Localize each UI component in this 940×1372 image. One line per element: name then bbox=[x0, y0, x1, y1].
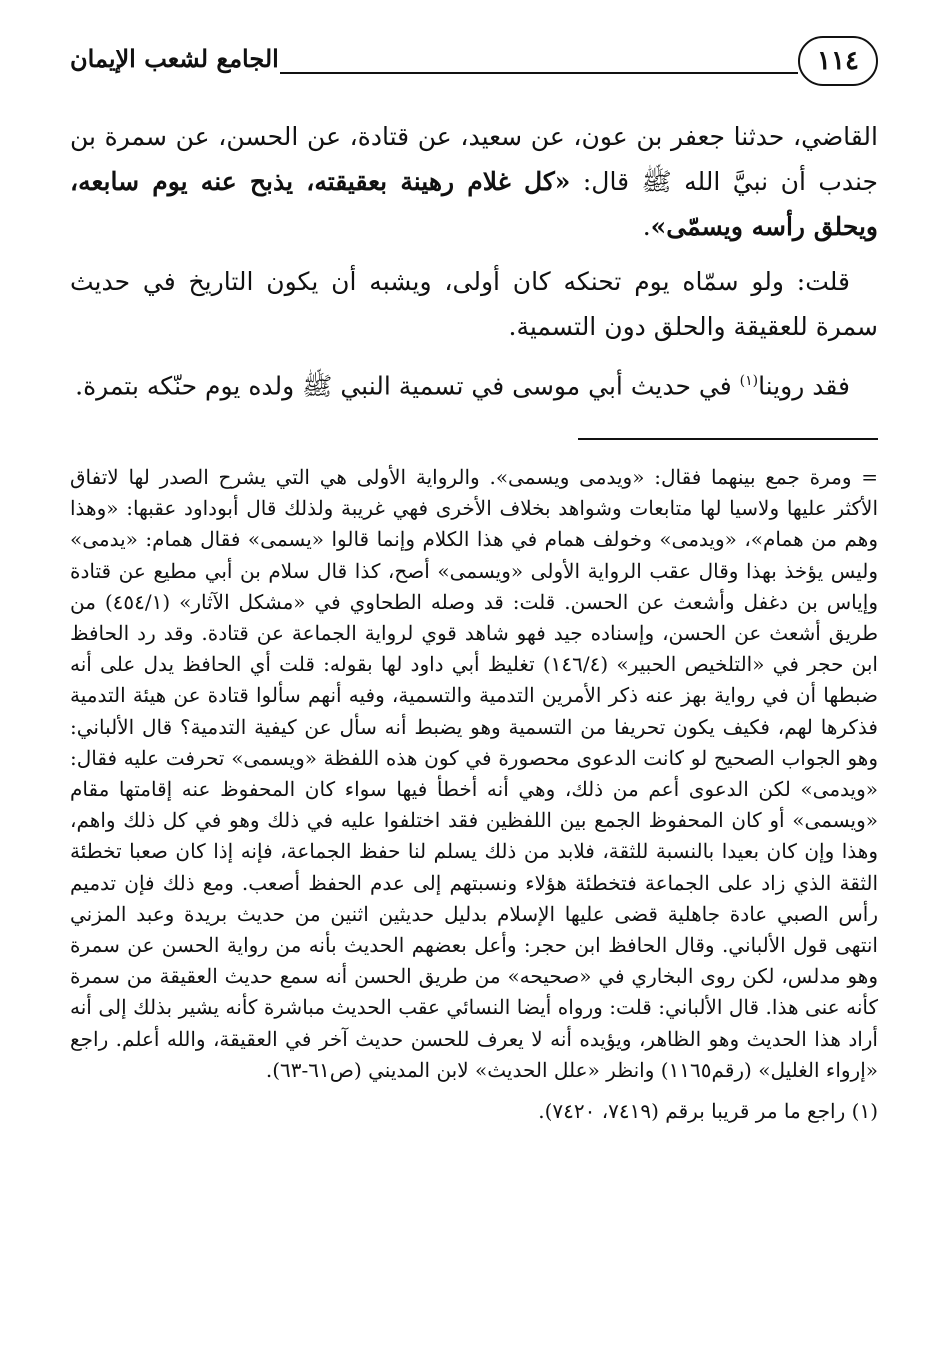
footnote-ref-1[interactable]: (١) bbox=[739, 373, 759, 389]
hadith-quote: «كل غلام رهينة بعقيقته، يذبح عنه يوم سابعه، ويحلق رأسه ويسمّى» bbox=[70, 167, 878, 241]
book-page bbox=[70, 24, 878, 1354]
paragraph-1-text: القاضي، حدثنا جعفر بن عون، عن سعيد، عن قتادة، عن الحسن، عن سمرة بن جندب أن نبيَّ الله ﷺ قال: bbox=[70, 122, 878, 196]
main-text bbox=[70, 114, 878, 418]
paragraph-3-text-a: فقد روينا bbox=[758, 371, 850, 401]
footnote-continued: = ومرة جمع بينهما فقال: «ويدمى ويسمى». والرواية الأولى هي التي يشرح الصدر لها لاتفاق الأكثر عليها ولاسيا لها متابعات وشواهد بخلاف الأخرى فهي غريبة ولذلك قال أبوداود عقبها: «وهذا وهم من همام»، «ويدمى» وخولف همام في هذا الكلام وإنما قالوا «يسمى» فقال همام: «يدمى» وليس يؤخذ بهذا وقال عقب الرواية الأولى «ويسمى» أصح، كذا قال سلام بن أبي مطيع عن قتادة وإياس بن دغفل وأشعث عن الحسن. قلت: قد وصله الطحاوي في «مشكل الآثار» (٤٥٤/١) من طريق أشعث عن الحسن، وإسناده جيد فهو شاهد قوي لرواية الجماعة عن قتادة. وقد رد الحافظ ابن حجر في «التلخيص الحبير» (١٤٦/٤) تغليظ أبي داود لها بقوله: قلت أي الحافظ يدل على أنه ضبطها أن في رواية بهز عنه ذكر الأمرين التدمية والتسمية، وفيه أنهم سألوا قتادة عن هيئة التدمية فذكرها لهم، فكيف يكون تحريفا من التسمية وهو يضبط أنه سأل عن كيفية التدمية؟ قال الألباني: وهو الجواب الصحيح لو كانت الدعوى محصورة في كون هذه اللفظة «ويسمى» تحرفت عليه فقال: «ويدمى» لكن الدعوى أعم من ذلك، وهي أنه أخطأ فيها سواء كان المحفوظ عنه إقامتها مقام «ويسمى» أو كان المحفوظ الجمع بين اللفظين فقد اختلفوا عليه في ذلك وهو في كل ذلك واهم، وهذا وإن كان بعيدا بالنسبة للثقة، فلابد من ذلك يسلم لنا حفظ الجماعة، فإنه إذا كان صعبا تخطئة الثقة الذي زاد على الجماعة فتخطئة هؤلاء ونسبتهم إلى عدم الحفظ أصعب. ومع ذلك فإن تدميم رأس الصبي عادة جاهلية قضى عليها الإسلام بدليل حديثين اثنين من حديث بريدة وعبد المزني انتهى قول الألباني. وقال الحافظ ابن حجر: وأعل بعضهم الحديث بأنه من رواية الحسن عن سمرة وهو مدلس، لكن روى البخاري في «صحيحه» من طريق الحسن أنه سمع حديث العقيقة من سمرة كأنه عنى هذا. قال الألباني: قلت: ورواه أيضا النسائي عقب الحديث مباشرة كأنه يشير بذلك إلى أنه أراد هذا الحديث وهو الظاهر، ويؤيده أنه لا يعرف للحسن حديث آخر في العقيقة، والله أعلم. راجع «إرواء الغليل» (رقم١١٦٥) وانظر «علل الحديث» لابن المديني (ص٦١-٦٣). bbox=[70, 465, 878, 1082]
paragraph-1-end: . bbox=[642, 212, 651, 241]
footnote-1: (١) راجع ما مر قريبا برقم (٧٤١٩، ٧٤٢٠). bbox=[538, 1099, 878, 1124]
footnotes bbox=[70, 462, 878, 1127]
paragraph-2: قلت: ولو سمّاه يوم تحنكه كان أولى، ويشبه أن يكون التاريخ في حديث سمرة للعقيقة والحلق دون التسمية. bbox=[70, 267, 878, 341]
running-title: الجامع لشعب الإيمان bbox=[70, 44, 279, 73]
paragraph-1 bbox=[70, 114, 878, 249]
page-header bbox=[70, 34, 878, 94]
footnote-separator bbox=[578, 438, 878, 440]
paragraph-3 bbox=[70, 359, 878, 408]
paragraph-3-text-b: في حديث أبي موسى في تسمية النبي ﷺ ولده يوم حنّكه بتمرة. bbox=[75, 371, 740, 401]
header-rule bbox=[280, 72, 798, 74]
page-number: ١١٤ bbox=[798, 36, 878, 86]
